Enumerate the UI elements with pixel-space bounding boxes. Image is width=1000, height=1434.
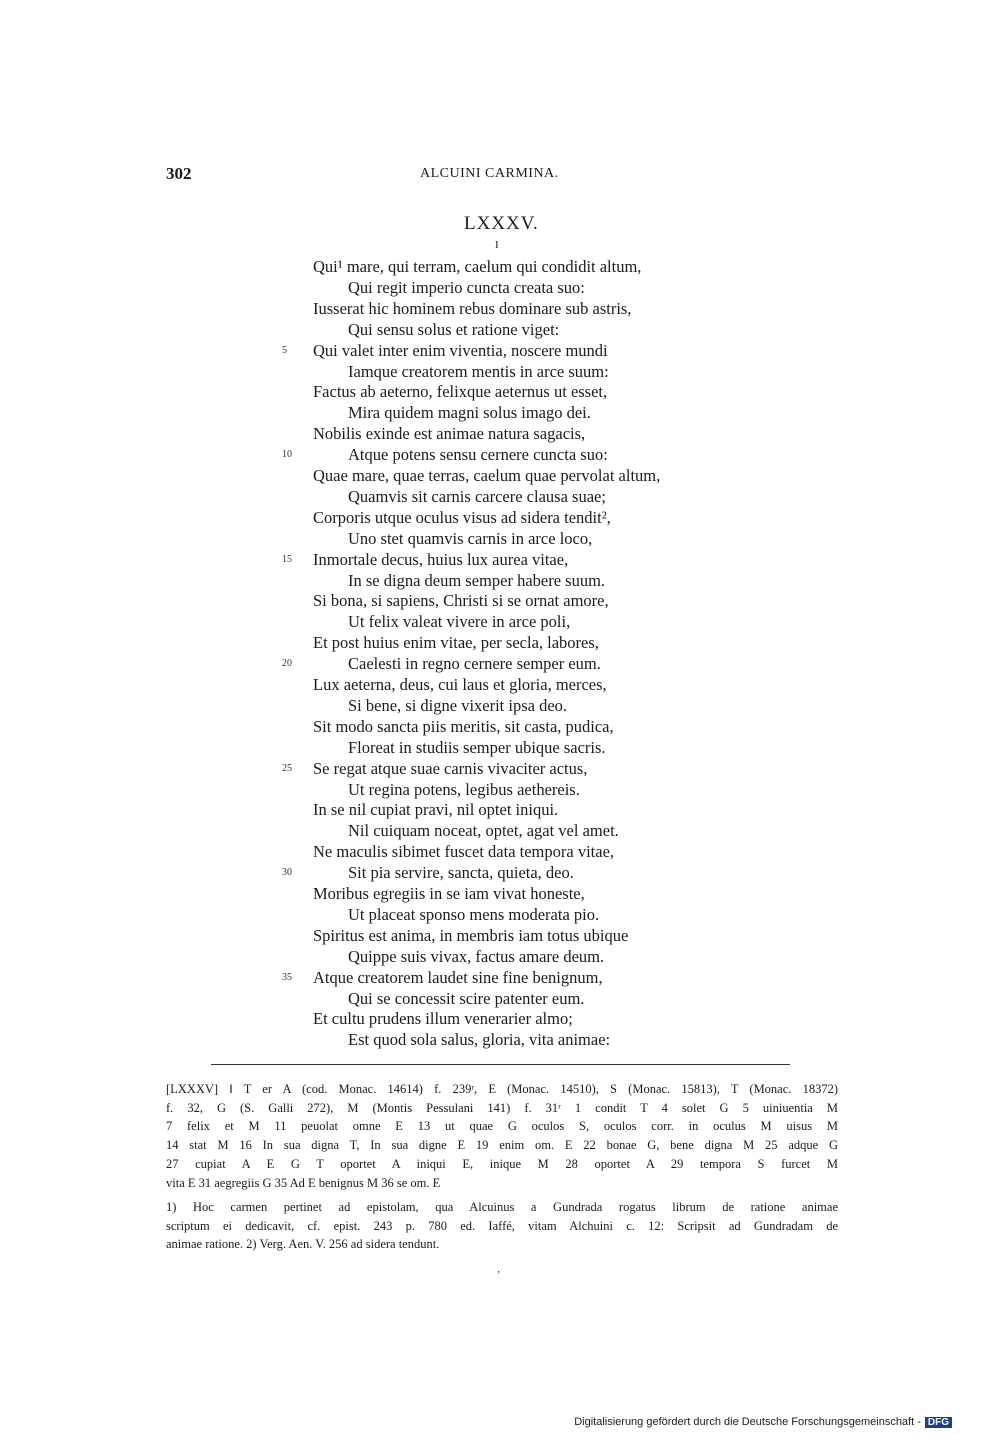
apparatus-line: [LXXXV] ‖ T er A (cod. Monac. 14614) f. 239ʳ, E (Monac. 14510), S (Monac. 15813), T (Monac. 18372) (166, 1082, 838, 1096)
verse-line: Uno stet quamvis carnis in arce loco, (348, 528, 593, 548)
verse-line: Sit pia servire, sancta, quieta, deo. (348, 863, 574, 883)
verse-line: Qui regit imperio cuncta creata suo: (348, 277, 585, 297)
dfg-logo: DFG (925, 1417, 952, 1428)
verse-line: Qui sensu solus et ratione viget: (348, 319, 560, 339)
apparatus-line: 14 stat M 16 In sua digna T, In sua digne E 19 enim om. E 22 bonae G, bene digna M 25 adque G (166, 1138, 838, 1153)
verse-line: Quamvis sit carnis carcere clausa suae; (348, 486, 606, 506)
section-mark: I (495, 239, 499, 251)
funder-note (574, 1416, 952, 1428)
footnote-line: animae ratione. 2) Verg. Aen. V. 256 ad sidera tendunt. (166, 1237, 440, 1252)
footnotes (166, 1198, 838, 1254)
line-number: 15 (282, 553, 292, 565)
verse-line: Factus ab aeterno, felixque aeternus ut esset, (313, 382, 608, 402)
verse-line: Nobilis exinde est animae natura sagacis, (313, 424, 586, 444)
funder-text: Digitalisierung gefördert durch die Deutsche Forschungsgemeinschaft - (574, 1416, 921, 1428)
verse-line: Et post huius enim vitae, per secla, labores, (313, 633, 599, 653)
verse-line: Nil cuiquam noceat, optet, agat vel amet. (348, 821, 619, 841)
verse-line: Lux aeterna, deus, cui laus et gloria, merces, (313, 675, 607, 694)
verse-line: Floreat in studiis semper ubique sacris. (348, 737, 606, 757)
verse-line: Se regat atque suae carnis vivaciter actus, (313, 758, 588, 778)
verse-line: Et cultu prudens illum venerarier almo; (313, 1009, 573, 1029)
verse-line: Caelesti in regno cernere semper eum. (348, 654, 601, 674)
verse-line: Iamque creatorem mentis in arce suum: (348, 361, 609, 381)
verse-line: Sit modo sancta piis meritis, sit casta, pudica, (313, 716, 614, 736)
verse-line: Ut regina potens, legibus aethereis. (348, 779, 580, 799)
footnote-line: 1) Hoc carmen pertinet ad epistolam, qua Alcuinus a Gundrada rogatus librum de ratione animae (166, 1200, 838, 1214)
verse-line: Atque potens sensu cernere cuncta suo: (348, 445, 608, 465)
line-number: 10 (282, 449, 292, 461)
verse-line: Qui se concessit scire patenter eum. (348, 988, 585, 1008)
footnote-line: scriptum ei dedicavit, cf. epist. 243 p. 780 ed. Iaffé, vitam Alchuini c. 12: Scripsit ad Gundradam de (166, 1218, 838, 1233)
line-number: 35 (282, 971, 292, 983)
verse-line: In se digna deum semper habere suum. (348, 570, 606, 590)
verse-line: Quippe suis vivax, factus amare deum. (348, 946, 605, 966)
line-number: 30 (282, 867, 292, 879)
verse-line: In se nil cupiat pravi, nil optet iniqui. (313, 800, 559, 820)
verse-line: Atque creatorem laudet sine fine benignum, (313, 967, 603, 987)
poem-number: LXXXV. (464, 213, 539, 234)
verse-line: Quae mare, quae terras, caelum quae pervolat altum, (313, 466, 661, 485)
running-title: ALCUINI CARMINA. (420, 166, 559, 181)
critical-apparatus (166, 1080, 838, 1192)
verse-line: Est quod sola salus, gloria, vita animae: (348, 1030, 611, 1050)
apparatus-line: 27 cupiat A E G T oportet A iniqui E, inique M 28 oportet A 29 tempora S furcet M (166, 1156, 838, 1171)
page-number: 302 (166, 164, 192, 183)
verse-line: Si bona, si sapiens, Christi si se ornat amore, (313, 591, 609, 611)
apparatus-line: 7 felix et M 11 peuolat omne E 13 ut quae G oculos S, oculos corr. in oculus M uisus M (166, 1119, 838, 1134)
apparatus-line: f. 32, G (S. Galli 272), M (Montis Pessulani 141) f. 31ʳ 1 condit T 4 solet G 5 uiniuentia M (166, 1100, 838, 1115)
verse-line: Spiritus est anima, in membris iam totus ubique (313, 925, 629, 945)
line-number: 25 (282, 762, 292, 774)
verse-line: Corporis utque oculus visus ad sidera tendit², (313, 507, 611, 527)
footnote-rule (211, 1064, 790, 1065)
verse-line: Mira quidem magni solus imago dei. (348, 403, 591, 423)
verse-line: Qui valet inter enim viventia, noscere mundi (313, 340, 608, 360)
verse-line: Moribus egregiis in se iam vivat honeste, (313, 884, 585, 903)
verse-line: Ut felix valeat vivere in arce poli, (348, 612, 571, 632)
apparatus-line: vita E 31 aegregiis G 35 Ad E benignus M 36 se om. E (166, 1175, 441, 1190)
stray-mark: ‚ (497, 1264, 501, 1275)
verse-line: Inmortale decus, huius lux aurea vitae, (313, 549, 569, 569)
verse-line: Si bene, si digne vixerit ipsa deo. (348, 695, 568, 715)
verse-line: Iusserat hic hominem rebus dominare sub astris, (313, 298, 632, 318)
verse-line: Ut placeat sponso mens moderata pio. (348, 904, 600, 924)
verse-line: Ne maculis sibimet fuscet data tempora vitae, (313, 842, 615, 862)
line-number: 20 (282, 658, 292, 670)
verse-line: Qui¹ mare, qui terram, caelum qui condidit altum, (313, 257, 642, 276)
line-number: 5 (282, 344, 287, 356)
